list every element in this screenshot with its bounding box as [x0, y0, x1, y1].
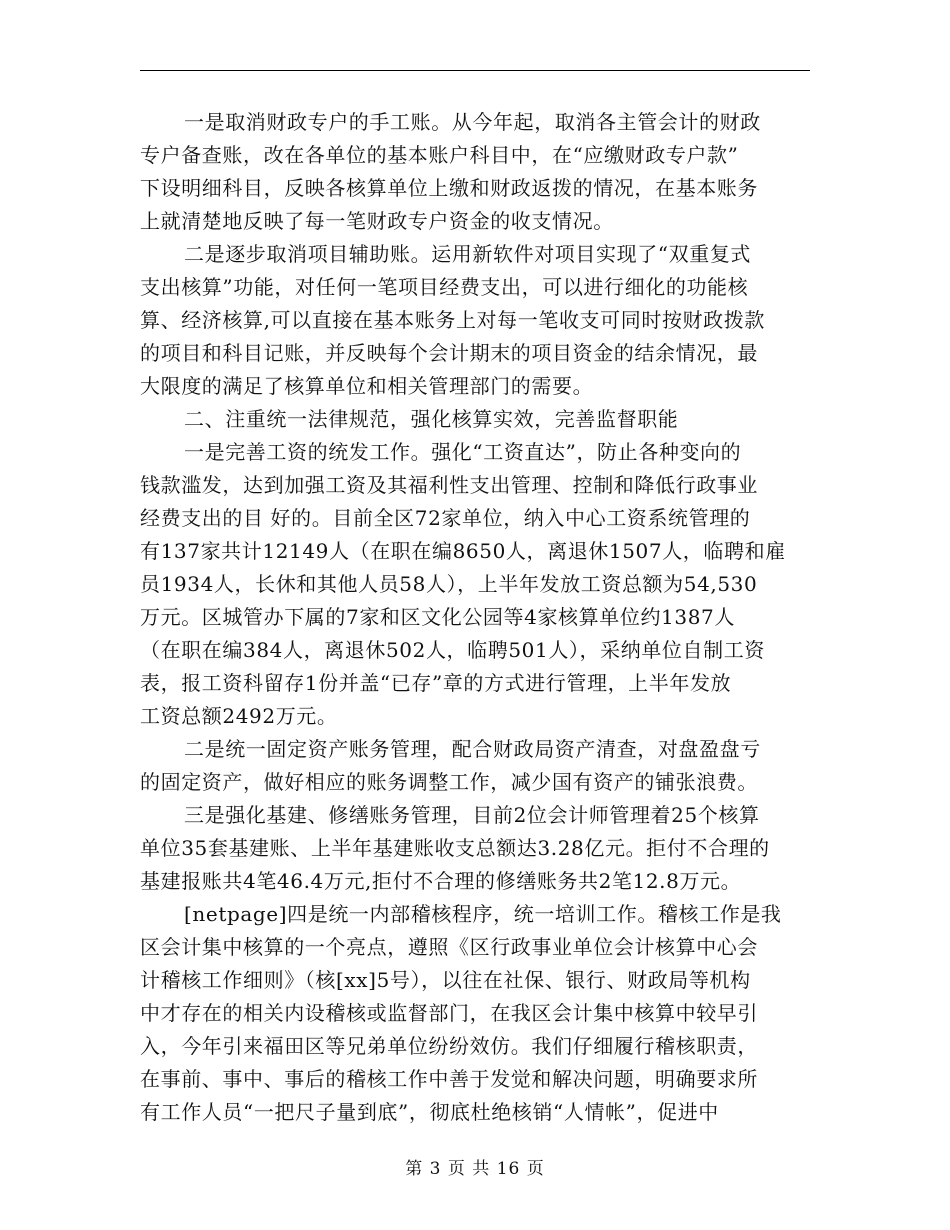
- paragraph-line: 单位35套基建账、上半年基建账收支总额达3.28亿元。拒付不合理的: [140, 836, 770, 860]
- paragraph-line: 在事前、事中、事后的稽核工作中善于发觉和解决问题，明确要求所: [140, 1067, 758, 1091]
- paragraph-first-line: 二是逐步取消项目辅助账。运用新软件对项目实现了“双重复式: [184, 242, 752, 266]
- header-rule: [140, 70, 810, 71]
- paragraph-first-line: 三是强化基建、修缮账务管理，目前2位会计师管理着25个核算: [184, 803, 760, 827]
- paragraph-line: 表，报工资科留存1份并盖“已存”章的方式进行管理，上半年发放: [140, 671, 732, 695]
- paragraph-line: 算、经济核算,可以直接在基本账务上对每一笔收支可同时按财政拨款: [140, 308, 765, 332]
- paragraph-line: 工资总额2492万元。: [140, 704, 338, 728]
- paragraph-line: 钱款滥发，达到加强工资及其福利性支出管理、控制和降低行政事业: [140, 473, 758, 497]
- paragraph-first-line: 一是取消财政专户的手工账。从今年起，取消各主管会计的财政: [184, 110, 761, 134]
- paragraph-line: 经费支出的目 好的。目前全区72家单位，纳入中心工资系统管理的: [140, 506, 751, 530]
- paragraph-line: 下设明细科目，反映各核算单位上缴和财政返拨的情况，在基本账务: [140, 176, 758, 200]
- paragraph-line: 区会计集中核算的一个亮点，遵照《区行政事业单位会计核算中心会: [140, 935, 758, 959]
- paragraph-line: 专户备查账，改在各单位的基本账户科目中，在“应缴财政专户款”: [140, 143, 739, 167]
- paragraph-line: 中才存在的相关内设稽核或监督部门，在我区会计集中核算中较早引: [140, 1001, 758, 1025]
- paragraph-line: 有137家共计12149人（在职在编8650人，离退休1507人，临聘和雇: [140, 539, 786, 563]
- paragraph-first-line: 二是统一固定资产账务管理，配合财政局资产清查，对盘盈盘亏: [184, 737, 761, 761]
- paragraph-line: （在职在编384人，离退休502人，临聘501人），采纳单位自制工资: [140, 638, 765, 662]
- document-body: [140, 106, 814, 1129]
- paragraph-line: 的固定资产，做好相应的账务调整工作，减少国有资产的铺张浪费。: [140, 770, 758, 794]
- paragraph-line: 万元。区城管办下属的7家和区文化公园等4家核算单位约1387人: [140, 605, 735, 629]
- paragraph-first-line: [netpage]四是统一内部稽核程序，统一培训工作。稽核工作是我: [184, 902, 782, 926]
- page-footer: 第 3 页 共 16 页: [405, 1159, 545, 1179]
- paragraph-line: 有工作人员“一把尺子量到底”，彻底杜绝核销“人情帐”，促进中: [140, 1100, 719, 1124]
- paragraph-line: 入，今年引来福田区等兄弟单位纷纷效仿。我们仔细履行稽核职责，: [140, 1034, 758, 1058]
- paragraph-line: 上就清楚地反映了每一笔财政专户资金的收支情况。: [140, 209, 614, 233]
- paragraph-line: 员1934人，长休和其他人员58人），上半年发放工资总额为54,530: [140, 572, 758, 596]
- paragraph-line: 大限度的满足了核算单位和相关管理部门的需要。: [140, 374, 594, 398]
- paragraph-first-line: 一是完善工资的统发工作。强化“工资直达”，防止各种变向的: [184, 440, 742, 464]
- paragraph-line: 支出核算”功能，对任何一笔项目经费支出，可以进行细化的功能核: [140, 275, 749, 299]
- paragraph-line: 基建报账共4笔46.4万元,拒付不合理的修缮账务共2笔12.8万元。: [140, 869, 742, 893]
- paragraph-line: 计稽核工作细则》（核[xx]5号），以往在社保、银行、财政局等机构: [140, 968, 751, 992]
- paragraph-line: 的项目和科目记账，并反映每个会计期末的项目资金的结余情况，最: [140, 341, 758, 365]
- paragraph-first-line: 二、注重统一法律规范，强化核算实效，完善监督职能: [184, 407, 679, 431]
